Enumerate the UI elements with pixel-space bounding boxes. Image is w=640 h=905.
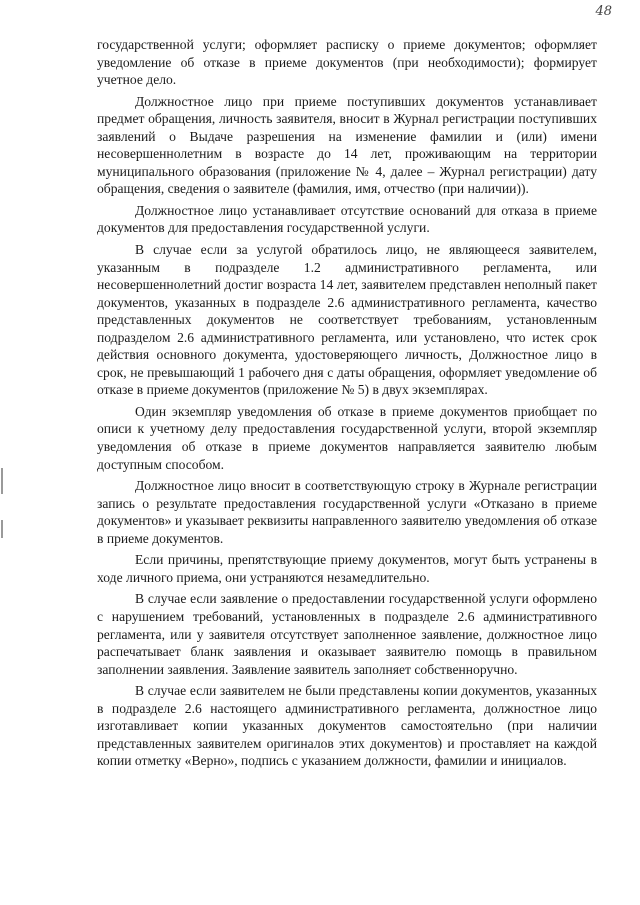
paragraph: Должностное лицо устанавливает отсутствие оснований для отказа в приеме документов для предоставления государственной услуги. (97, 202, 597, 236)
paragraph: В случае если заявление о предоставлении государственной услуги оформлено с нарушением требований, установленных в подразделе 2.6 административного регламента, или у заявителя отсутствует заполненное заявление, должностное лицо распечатывает бланк заявления и оказывает заявителю помощь в правильном заполнении заявления. Заявление заявитель заполняет собственноручно. (97, 591, 597, 677)
document-body (97, 36, 597, 770)
paragraph: Должностное лицо при приеме поступивших документов устанавливает предмет обращения, личность заявителя, вносит в Журнал регистрации поступивших заявлений о Выдаче разрешения на изменение фамилии и (или) имени несовершеннолетним в возрасте до 14 лет, проживающим на территории муниципального образования (приложение № 4, далее – Журнал регистрации) дату обращения, сведения о заявителе (фамилия, имя, отчество (при наличии)). (97, 93, 597, 197)
paragraph: Если причины, препятствующие приему документов, могут быть устранены в ходе личного приема, они устраняются незамедлительно. (97, 552, 597, 585)
paragraph: Должностное лицо вносит в соответствующую строку в Журнале регистрации запись о результате предоставления государственной услуги «Отказано в приеме документов» и указывает реквизиты направленного заявителю уведомления об отказе в приеме документов. (97, 478, 597, 546)
scan-edge-mark (1, 468, 3, 494)
paragraph: государственной услуги; оформляет расписку о приеме документов; оформляет уведомление об отказе в приеме документов (при необходимости); формирует учетное дело. (97, 37, 597, 88)
scan-edge-mark (1, 520, 3, 538)
page-number: 48 (595, 4, 612, 19)
paragraph: В случае если заявителем не были представлены копии документов, указанных в подразделе 2.6 настоящего административного регламента, должностное лицо изготавливает копии указанных документов самостоятельно (при наличии представленных заявителем оригиналов этих документов) и проставляет на каждой копии отметку «Верно», подпись с указанием должности, фамилии и инициалов. (97, 683, 597, 769)
paragraph: В случае если за услугой обратилось лицо, не являющееся заявителем, указанным в подразделе 1.2 административного регламента, или несовершеннолетний достиг возраста 14 лет, заявителем представлен неполный пакет документов, указанных в подразделе 2.6 административного регламента, качество представленных документов не соответствует требованиям, установленным подразделом 2.6 административного регламента, или установлено, что истек срок действия основного документа, удостоверяющего личность, Должностное лицо в срок, не превышающий 1 рабочего дня с даты обращения, оформляет уведомление об отказе в приеме документов (приложение № 5) в двух экземплярах. (97, 242, 597, 398)
paragraph: Один экземпляр уведомления об отказе в приеме документов приобщает по описи к учетному делу предоставления государственной услуги, второй экземпляр уведомления об отказе в приеме документов направляется заявителю любым доступным способом. (97, 403, 597, 472)
